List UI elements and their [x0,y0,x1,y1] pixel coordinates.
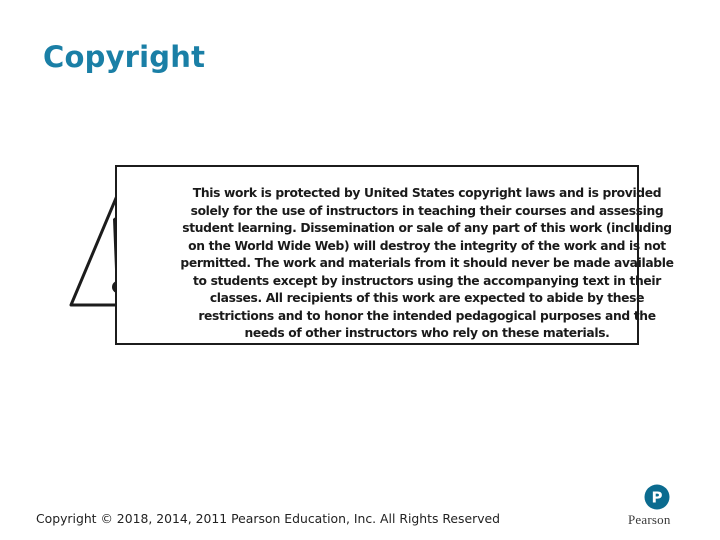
brand-name: Pearson [628,512,671,527]
notice-text: This work is protected by United States copyright laws and is provided solely for the use of instructors in teaching their courses and assessing student learning. Dissemination or sale of any part of this work (including on the World Wide Web) will destroy the integrity of the work and is not permitted. The work and materials from it should never be made available to students except by instructors using the accompanying text in their classes. All recipients of this work are expected to abide by these restrictions and to honor the intended pedagogical purposes and the needs of other instructors who rely on these materials. [180,186,674,340]
pearson-p-icon [644,484,670,510]
pearson-logo-letter: P [651,488,663,507]
copyright-notice [67,165,674,349]
footer-copyright: Copyright © 2018, 2014, 2011 Pearson Education, Inc. All Rights Reserved [36,511,501,526]
page-title: Copyright [43,40,206,74]
notice-box [115,165,674,345]
